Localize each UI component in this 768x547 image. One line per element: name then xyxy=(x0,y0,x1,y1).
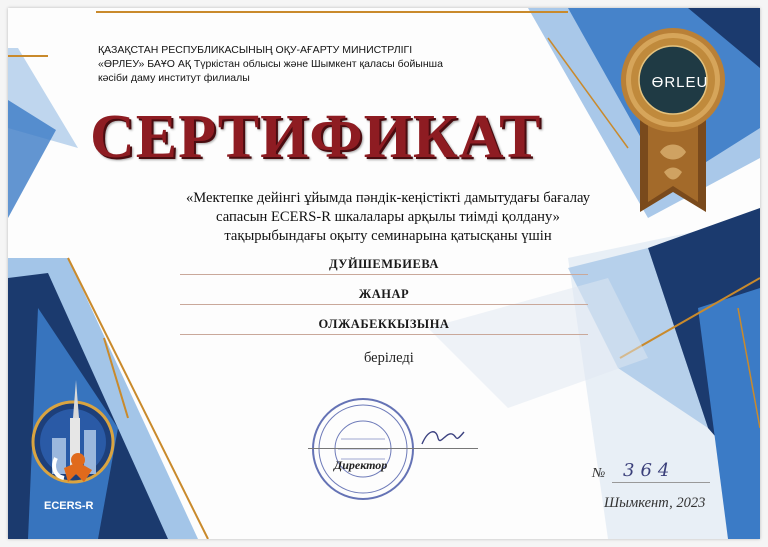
seminar-description xyxy=(168,189,608,246)
ecers-r-logo-icon xyxy=(30,378,116,518)
certificate-title: СЕРТИФИКАТ xyxy=(90,103,542,171)
ecers-r-logo-label: ECERS-R xyxy=(44,500,94,512)
seminar-line-2: сапасын ECERS-R шкалалары арқылы тиімді қолдану» xyxy=(216,208,560,225)
official-stamp-icon xyxy=(308,394,418,504)
certificate-paper xyxy=(8,8,760,539)
recipient-surname: ДУЙШЕМБИЕВА xyxy=(329,257,439,271)
issued-text: беріледі xyxy=(364,350,414,366)
certificate-number: 364 xyxy=(623,460,676,481)
institute-line-1: «ӨРЛЕУ» БАҰО АҚ Түркістан облысы және Шымкент қаласы бойынша xyxy=(98,57,443,70)
director-signature-icon xyxy=(418,426,468,448)
orleu-medal-brand: ӨRLEU xyxy=(651,74,709,91)
director-title: Директор xyxy=(334,458,388,472)
institute-line-2: кәсіби даму институт филиалы xyxy=(98,71,250,84)
recipient-patronymic: ОЛЖАБЕККЫЗЫНА xyxy=(318,317,450,331)
issuer-header xyxy=(98,44,443,86)
ministry-name: ҚАЗАҚСТАН РЕСПУБЛИКАСЫНЫҢ ОҚУ-АҒАРТУ МИНИСТРЛІГІ xyxy=(98,44,413,56)
recipient-given-name: ЖАНАР xyxy=(358,287,410,301)
signature-line xyxy=(308,448,478,449)
seminar-line-3: тақырыбындағы оқыту семинарына қатысқаны үшін xyxy=(224,227,552,244)
certificate-number-label: № xyxy=(592,466,606,481)
seminar-line-1: «Мектепке дейінгі ұйымда пәндік-кеңістікті дамытудағы бағалау xyxy=(185,190,591,206)
orleu-medal-icon xyxy=(618,22,728,222)
certificate-number-underline xyxy=(612,482,710,483)
city-and-year: Шымкент, 2023 xyxy=(604,495,706,511)
